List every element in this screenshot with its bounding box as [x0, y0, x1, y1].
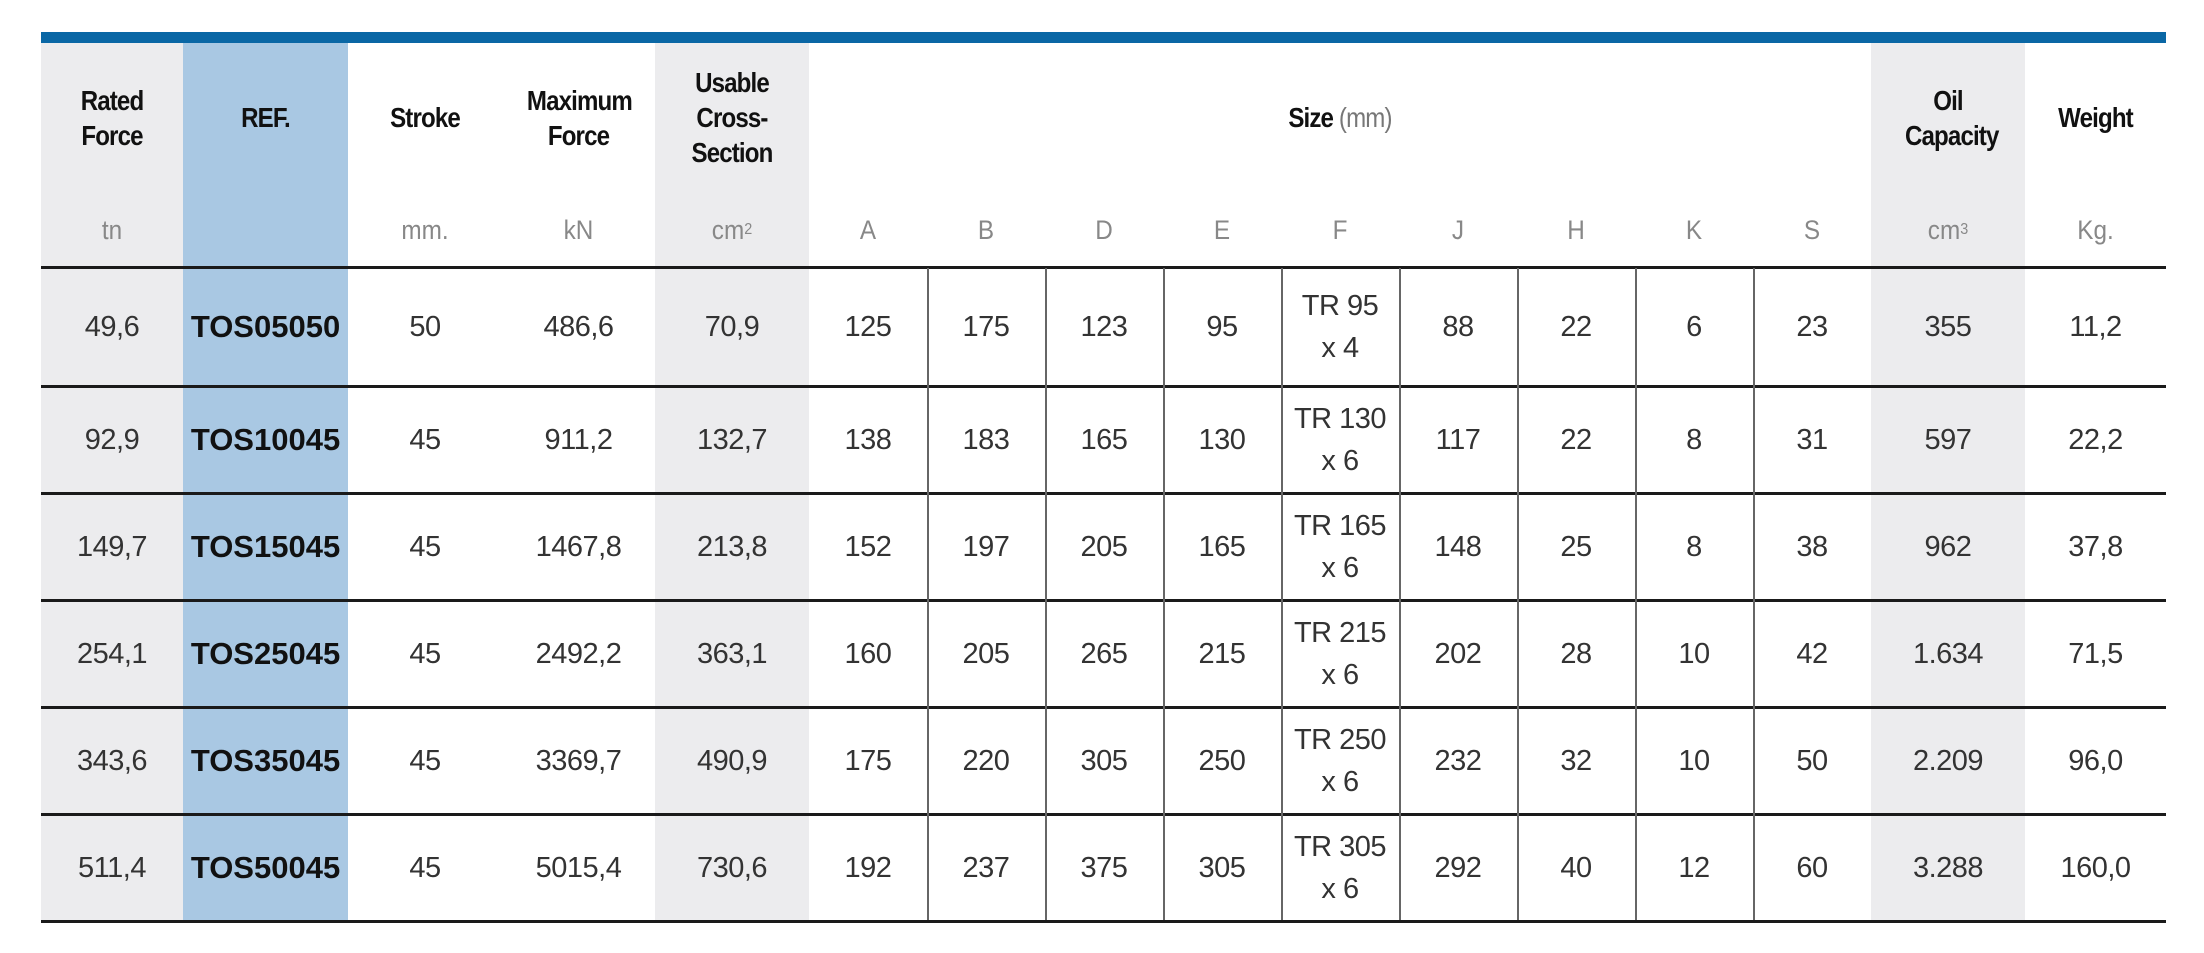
cell-stroke: 50 — [409, 310, 441, 343]
unit-size-e: E — [1213, 214, 1231, 245]
cell-stroke: 45 — [409, 745, 441, 777]
cell-size-j: 232 — [1434, 745, 1482, 777]
cell-cross-section: 490,9 — [696, 745, 768, 777]
cell-size-s: 38 — [1796, 531, 1828, 563]
cell-size-k: 8 — [1686, 531, 1702, 563]
cell-size-d: 205 — [1080, 531, 1128, 563]
table-top-bar — [41, 32, 2166, 43]
cell-size-d: 165 — [1080, 424, 1128, 456]
unit-max-force: kN — [563, 214, 594, 245]
unit-oil-capacity: cm 3 — [1927, 214, 1969, 245]
cell-maximum-force: 1467,8 — [535, 531, 622, 563]
header-usable-cross-section: Usable Cross-Section — [691, 67, 773, 168]
cell-size-f: TR 215 x 6 — [1293, 617, 1387, 691]
cell-size-b: 205 — [962, 638, 1010, 670]
cell-size-k: 8 — [1686, 424, 1702, 456]
cell-oil-capacity: 597 — [1924, 424, 1972, 456]
cell-size-j: 117 — [1435, 424, 1481, 456]
cell-oil-capacity: 1.634 — [1912, 638, 1984, 670]
cell-size-e: 305 — [1198, 852, 1246, 884]
header-ref: REF. — [241, 102, 290, 133]
cell-size-d: 123 — [1080, 310, 1128, 343]
cell-size-s: 23 — [1796, 310, 1828, 343]
cell-maximum-force: 5015,4 — [535, 852, 622, 884]
unit-size-d: D — [1095, 214, 1113, 245]
cell-size-f: TR 95 x 4 — [1301, 289, 1379, 364]
cell-maximum-force: 911,2 — [544, 424, 613, 456]
cell-size-a: 138 — [844, 424, 892, 456]
cell-cross-section: 730,6 — [696, 852, 768, 884]
header-size-unit: (mm) — [1338, 102, 1392, 133]
cell-stroke: 45 — [409, 531, 441, 563]
cell-size-j: 292 — [1434, 852, 1482, 884]
cell-rated-force: 49,6 — [84, 310, 140, 343]
cell-size-k: 10 — [1678, 745, 1710, 777]
cell-weight: 22,2 — [2068, 424, 2123, 456]
header-size-label: Size — [1288, 102, 1334, 133]
unit-cross-section: cm 2 — [711, 214, 753, 245]
cell-size-b: 183 — [962, 424, 1010, 456]
cell-weight: 11,2 — [2069, 310, 2122, 343]
unit-size-j: J — [1451, 214, 1465, 245]
cell-cross-section: 213,8 — [696, 531, 768, 563]
cell-rated-force: 343,6 — [76, 745, 148, 777]
cell-oil-capacity: 2.209 — [1912, 745, 1984, 777]
cell-ref: TOS15045 — [190, 529, 341, 564]
cell-size-a: 192 — [844, 852, 892, 884]
cell-size-a: 175 — [844, 745, 892, 777]
cell-maximum-force: 2492,2 — [535, 638, 622, 670]
cell-ref: TOS05050 — [190, 308, 341, 344]
cell-size-k: 10 — [1678, 638, 1710, 670]
cell-size-a: 152 — [844, 531, 892, 563]
cell-oil-capacity: 3.288 — [1912, 852, 1984, 884]
cell-size-b: 220 — [962, 745, 1010, 777]
cell-cross-section: 70,9 — [704, 310, 760, 343]
cell-cross-section: 363,1 — [696, 638, 768, 670]
cell-weight: 37,8 — [2068, 531, 2123, 563]
cell-stroke: 45 — [409, 424, 441, 456]
unit-size-h: H — [1567, 214, 1585, 245]
cell-ref: TOS35045 — [190, 743, 341, 778]
cell-oil-capacity: 355 — [1924, 310, 1972, 343]
cell-rated-force: 92,9 — [84, 424, 140, 456]
cell-size-f: TR 305 x 6 — [1293, 831, 1387, 905]
cell-size-b: 197 — [962, 531, 1010, 563]
cell-size-s: 50 — [1796, 745, 1828, 777]
cell-size-j: 202 — [1434, 638, 1482, 670]
header-oil-capacity: Oil Capacity — [1905, 84, 1999, 151]
cell-size-j: 148 — [1434, 531, 1482, 563]
cell-weight: 71,5 — [2068, 638, 2123, 670]
cell-size-b: 237 — [962, 852, 1010, 884]
unit-size-b: B — [977, 214, 995, 245]
unit-stroke: mm. — [401, 214, 449, 245]
cell-oil-capacity: 962 — [1924, 531, 1972, 563]
cell-stroke: 45 — [409, 852, 441, 884]
cell-size-d: 265 — [1080, 638, 1128, 670]
unit-size-a: A — [859, 214, 877, 245]
cell-maximum-force: 3369,7 — [535, 745, 622, 777]
cell-size-d: 305 — [1080, 745, 1128, 777]
cell-size-k: 12 — [1678, 852, 1710, 884]
unit-size-k: K — [1685, 214, 1703, 245]
header-stroke: Stroke — [390, 102, 460, 133]
unit-size-f: F — [1332, 214, 1348, 245]
cell-size-d: 375 — [1080, 852, 1128, 884]
unit-weight: Kg. — [2077, 214, 2114, 245]
cell-ref: TOS25045 — [190, 636, 341, 671]
header-weight: Weight — [2058, 102, 2133, 133]
cell-ref: TOS10045 — [190, 422, 341, 457]
cell-size-f: TR 250 x 6 — [1293, 724, 1387, 798]
cell-cross-section: 132,7 — [696, 424, 768, 456]
cell-size-e: 130 — [1198, 424, 1246, 456]
cell-size-e: 95 — [1206, 310, 1238, 343]
cell-size-h: 32 — [1560, 745, 1592, 777]
cell-size-a: 160 — [844, 638, 892, 670]
cell-size-h: 22 — [1560, 310, 1592, 343]
unit-size-s: S — [1803, 214, 1821, 245]
cell-size-k: 6 — [1686, 310, 1702, 343]
header-maximum-force: Maximum Force — [526, 84, 632, 151]
cell-size-j: 88 — [1442, 310, 1474, 343]
header-rated-force: Rated Force — [80, 84, 144, 151]
cell-maximum-force: 486,6 — [543, 310, 614, 343]
cell-rated-force: 254,1 — [76, 638, 148, 670]
cell-size-s: 31 — [1796, 424, 1828, 456]
cell-size-e: 215 — [1198, 638, 1246, 670]
cell-stroke: 45 — [409, 638, 441, 670]
cell-size-a: 125 — [844, 310, 892, 343]
cell-size-s: 60 — [1796, 852, 1828, 884]
cell-size-h: 22 — [1560, 424, 1592, 456]
cell-size-b: 175 — [962, 310, 1010, 343]
cell-size-h: 28 — [1560, 638, 1592, 670]
unit-rated-force: tn — [101, 214, 123, 245]
cell-size-h: 25 — [1560, 531, 1592, 563]
cell-size-f: TR 130 x 6 — [1293, 403, 1387, 477]
cell-size-h: 40 — [1560, 852, 1592, 884]
header-size — [883, 60, 1796, 175]
cell-weight: 160,0 — [2060, 852, 2131, 884]
cell-size-s: 42 — [1796, 638, 1828, 670]
row-divider — [41, 920, 2166, 923]
cell-size-f: TR 165 x 6 — [1293, 510, 1387, 584]
cell-ref: TOS50045 — [190, 850, 341, 885]
cell-size-e: 250 — [1198, 745, 1246, 777]
cell-size-e: 165 — [1198, 531, 1246, 563]
cell-rated-force: 149,7 — [76, 531, 148, 563]
cell-weight: 96,0 — [2068, 745, 2123, 777]
cell-rated-force: 511,4 — [78, 852, 146, 884]
